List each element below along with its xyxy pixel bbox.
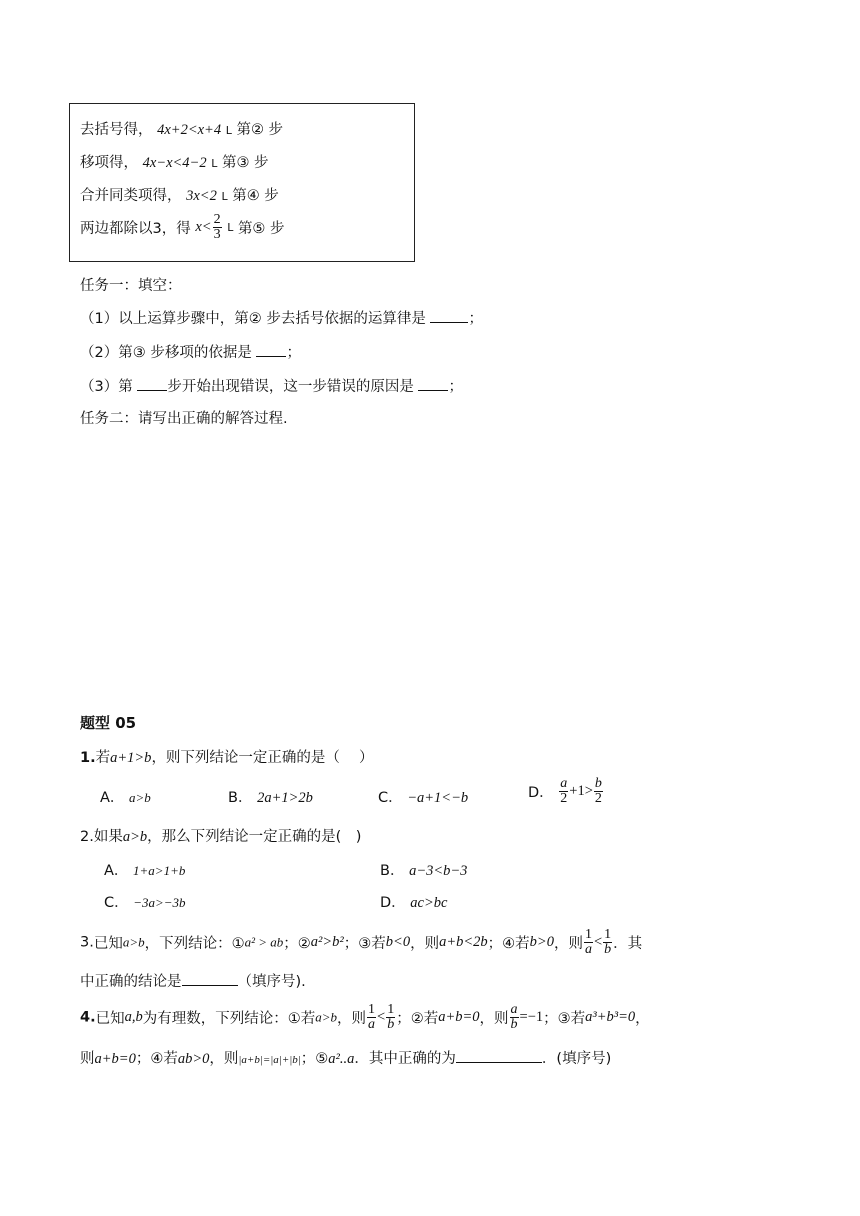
box-line-3 [80, 151, 269, 172]
p1-option-b[interactable]: B． 2a+1>2b [228, 790, 313, 806]
p1-option-c[interactable]: C． −a+1<−b [378, 790, 469, 806]
ellipsis-mark: L [227, 221, 234, 234]
task-one-heading: 任务一：填空： [80, 278, 182, 294]
p1-option-d[interactable]: D． $\frac{a}{2}$ +1> $\frac{b}{2}$ [528, 776, 602, 806]
ellipsis-mark: L [211, 157, 218, 170]
fraction: $\frac{1}{a}$ [368, 1002, 376, 1032]
p2-option-d[interactable]: D． ac>bc [380, 895, 448, 911]
p2-option-b[interactable]: B． a−3<b−3 [380, 863, 468, 879]
answer-blank[interactable] [456, 1062, 542, 1063]
task-question-2: （2）第③ 步移项的依据是 ； [80, 345, 301, 361]
fraction: $\frac{1}{a}$ [584, 927, 592, 957]
problem-1-stem: 1.若a+1>b，则下列结论一定正确的是（ ） [80, 750, 374, 766]
task-question-1: （1）以上运算步骤中，第② 步去括号依据的运算律是 ； [80, 311, 483, 327]
problem-4-line-1: 4.已知a,b为有理数，下列结论：①若a>b，则 $\frac{1}{a}$ < $\frac{1}{b}$ ；②若a+b=0，则 $\frac{a}{b}$ =−1；③若a³+b³=0， [80, 1002, 650, 1032]
ellipsis-mark: L [225, 124, 232, 137]
fraction: $\frac{1}{b}$ [387, 1002, 395, 1032]
problem-2-stem: 2.如果a>b，那么下列结论一定正确的是( ) [80, 829, 362, 845]
fraction: $\frac{2}{3}$ [213, 212, 221, 242]
step-number: 第② 步 [236, 122, 284, 138]
section-title: 题型 05 [80, 714, 137, 732]
answer-blank[interactable] [137, 390, 167, 391]
step-text: 两边都除以3，得 [80, 221, 196, 237]
p1-option-a[interactable]: A． a>b [100, 790, 151, 806]
step-math: 4x−x<4−2 [142, 155, 207, 171]
step-text: 去括号得， [80, 122, 153, 138]
problem-3-line-1: 3.已知a>b，下列结论：①a² > ab；②a²>b²；③若b<0，则a+b<2b；④若b>0，则 $\frac{1}{a}$ < $\frac{1}{b}$ ．其 [80, 927, 643, 957]
step-number: 第③ 步 [221, 155, 269, 171]
answer-blank[interactable] [182, 985, 238, 986]
step-text: 合并同类项得， [80, 188, 182, 204]
problem-4-line-2: 则a+b=0；④若ab>0，则|a+b|=|a|+|b|；⑤a²..a．其中正确的为 ．(填序号) [80, 1051, 612, 1067]
problem-3-line-2: 中正确的结论是 （填序号). [80, 974, 306, 990]
step-number: 第⑤ 步 [237, 221, 285, 237]
p2-option-c[interactable]: C． −3a>−3b [104, 895, 186, 911]
p2-option-a[interactable]: A． 1+a>1+b [104, 863, 186, 879]
answer-blank[interactable] [256, 356, 286, 357]
box-line-4 [80, 184, 279, 205]
fraction: $\frac{b}{2}$ [594, 776, 602, 806]
answer-blank[interactable] [418, 390, 448, 391]
task-question-3: （3）第 步开始出现错误，这一步错误的原因是 ； [80, 379, 463, 395]
task-two-heading: 任务二：请写出正确的解答过程. [80, 411, 288, 427]
fraction: $\frac{a}{2}$ [560, 776, 568, 806]
box-line-5 [80, 213, 285, 242]
answer-blank[interactable] [430, 322, 468, 323]
step-number: 第④ 步 [232, 188, 279, 204]
box-line-2 [80, 118, 283, 139]
step-math: 3x<2 [186, 188, 217, 204]
fraction: $\frac{1}{b}$ [604, 927, 612, 957]
fraction: $\frac{a}{b}$ [510, 1002, 518, 1032]
ellipsis-mark: L [221, 190, 228, 203]
step-text: 移项得， [80, 155, 138, 171]
step-math: 4x+2<x+4 [157, 122, 222, 138]
step-math: x< [195, 219, 212, 235]
